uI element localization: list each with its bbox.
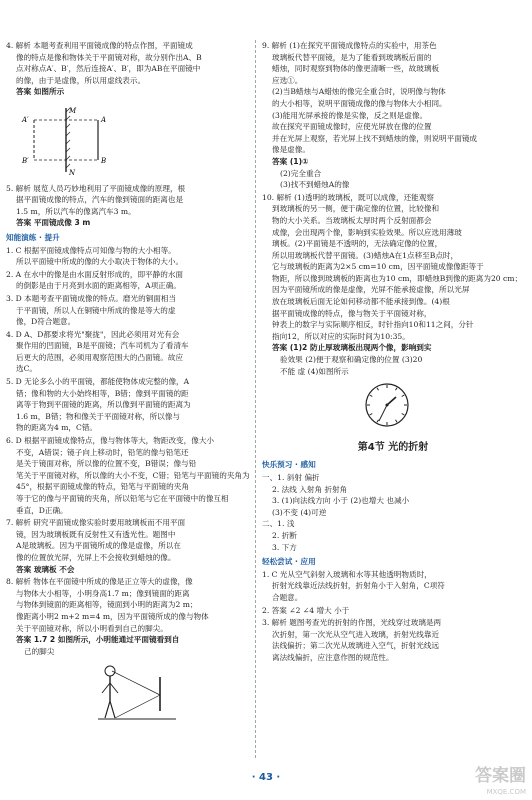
text-line: 2. 法线 入射角 折射角 — [272, 484, 348, 494]
text-line: 不变，A错误；镜子向上移动时，铅笔的像与铅笔还 — [16, 447, 189, 457]
practice-8 — [6, 576, 250, 657]
text-line: 4. D A、D都要求将光"聚拢"，因此必须用对光有会 — [6, 329, 180, 339]
answer-line: 答案 平面镜成像 3 m — [16, 218, 91, 228]
text-line: 因为平面镜所成的像是虚像，光屏不能承接虚像，所以光屏 — [272, 285, 470, 295]
practice-5 — [6, 376, 250, 434]
text-line: 离等于物到平面镜的距离，所以像到平面镜的距离为 — [16, 400, 191, 410]
label-n: N — [69, 168, 76, 176]
practice-7 — [6, 517, 250, 575]
text-line: 3. 解析 题图考查光的折射的作图，光线穿过玻璃是两 — [262, 618, 442, 628]
text-line: 3. 下方 — [272, 542, 297, 552]
text-line: 与物体大小相等，小明身高1.7 m；像到镜面的距离 — [16, 588, 190, 598]
mirror-reflection-figure — [6, 102, 126, 176]
text-line: 像距离小明2 m+2 m=4 m，因为平面镜所成的像与物体 — [16, 611, 209, 621]
practice-6 — [6, 435, 250, 516]
text-line: 2. 答案 ∠2 ∠4 增大 小于 — [262, 605, 350, 615]
text-line: 应选①。 — [272, 75, 303, 85]
label-b-prime: B′ — [22, 156, 29, 165]
text-line: (3)不变 (4)可逆 — [272, 507, 327, 517]
practice-2 — [6, 269, 250, 292]
text-line: 的像，由于是虚像，所以用虚线表示。 — [16, 75, 146, 85]
text-line: 是关于镜面对称，所以像的位置不变，B错误；像与铅 — [16, 459, 197, 469]
text-line: 二、1. 浅 — [262, 519, 295, 529]
answer-line: 答案 1.7 2 如图所示，小明能通过平面镜看到自 — [16, 635, 180, 645]
watermark-logo — [475, 768, 526, 800]
page-number: · 43 · — [251, 772, 281, 783]
text-line: 3. D 本题考查平面镜成像的特点。磨光的铜面相当 — [6, 293, 177, 303]
left-column — [6, 40, 250, 732]
text-line: (3)能用光屏承接的像是实像，反之则是虚像。 — [272, 110, 428, 120]
practice-1 — [6, 245, 250, 268]
clock-figure — [357, 381, 417, 429]
text-line: 像，D符合题意。 — [16, 317, 76, 327]
hour-hand — [387, 397, 396, 405]
text-line: 像是虚像。 — [272, 145, 310, 155]
sight-ray — [112, 671, 160, 695]
text-line: 3. (1)向法线方向 小于 (2)也增大 也减小 — [272, 496, 410, 506]
text-line: 物距，所以像到玻璃板的距离也为10 cm，即蜡烛B到像的距离为20 cm； — [272, 273, 523, 283]
text-line: 后更大的范围，必须用观察范围大的凸面镜。故应 — [16, 352, 184, 362]
text-line: 1.5 m，所以汽车的像离汽车3 m。 — [16, 206, 136, 216]
text-line: 到玻璃板的另一侧，便于确定像的位置，比较像和 — [272, 204, 440, 214]
text-line: 笔关于平面镜对称，所以像的大小不变，C错；铅笔与平面镜的夹角为 — [16, 470, 250, 480]
try-1 — [262, 569, 524, 604]
text-line: 己的脚尖 — [24, 646, 55, 656]
section-title: 第4节 光的折射 — [357, 441, 429, 453]
answer-5 — [6, 183, 250, 229]
answer-line: 答案 (1)2 防止厚玻璃板出现两个像，影响到实 — [272, 343, 432, 353]
text-line: 故在探究平面镜成像时，应使光屏放在像的位置 — [272, 122, 432, 132]
text-line: 聚作用的凹面镜，B是平面镜；汽车司机为了看清车 — [16, 341, 189, 351]
text-line: 验效果 (2)便于观察和确定像的位置 (3)20 — [280, 355, 423, 365]
text-line: 据平面镜成像的特点，汽车的像到镜面的距离也是 — [16, 195, 184, 205]
text-line: 关于平面镜对称，所以小明看到自己的脚尖。 — [16, 623, 168, 633]
section-label-zhineng: 知能演练 · 提升 — [6, 232, 60, 242]
text-line: 5. 解析 展览人员巧妙地利用了平面镜成像的原理，根 — [6, 183, 186, 193]
label-b: B — [101, 156, 107, 165]
practice-4 — [6, 329, 250, 375]
answer-line: 答案 玻璃板 不会 — [16, 564, 75, 574]
text-line: 像的位置放光屏，光屏上不会接收到蜡烛的像。 — [16, 552, 176, 562]
text-line: 次折射，第一次光从空气进入玻璃，折射光线靠近 — [272, 629, 440, 639]
label-m: M — [69, 106, 77, 115]
text-line: 它与玻璃板的距离为2×5 cm=10 cm，因平面镜成像像距等于 — [272, 262, 484, 272]
text-line: 垂直，D正确。 — [16, 505, 68, 515]
text-line: 不能 虚 (4)如图所示 — [280, 366, 349, 376]
text-line: 合题意。 — [272, 592, 303, 602]
answer-line: 答案 (1)① — [272, 156, 309, 166]
text-line: 的倒影是由于月亮到水面的距离相等，A项正确。 — [16, 281, 181, 291]
text-line: (2)当B蜡烛与A蜡烛的像完全重合时，说明像与物体 — [272, 87, 446, 97]
text-line: 玻璃板代替平面镜，是为了能看到玻璃板后面的 — [272, 52, 432, 62]
text-line: (3)找不到蜡烛A的像 — [280, 180, 350, 190]
text-line: 7. 解析 研究平面镜成像实验时要用玻璃板而不用平面 — [6, 518, 186, 528]
text-line: 8. 解析 物体在平面镜中所成的像是正立等大的虚像，像 — [6, 577, 193, 587]
text-line: (2)完全重合 — [280, 168, 322, 178]
text-line: 6. D 根据平面镜成像特点，像与物体等大，物距改变，像大小 — [6, 436, 215, 446]
text-line: 4. 解析 本题考查利用平面镜成像的特点作图，平面镜成 — [6, 41, 193, 50]
text-line: A是玻璃板。因为平面镜所成的像是虚像，所以在 — [16, 541, 181, 551]
text-line: 折射光线靠近法线折射，折射角小于入射角，C项符 — [272, 581, 445, 591]
answer-line: 答案 如图所示 — [16, 87, 65, 97]
answer-10 — [262, 192, 524, 378]
watermark-url: MXQE.COM — [486, 788, 526, 796]
section-label-qingsong: 轻松尝试 · 应用 — [262, 557, 316, 567]
text-line: 物的距离为4 m，C错。 — [16, 423, 98, 433]
label-a-prime: A′ — [22, 115, 29, 124]
practice-3 — [6, 293, 250, 328]
text-line: 所以用玻璃板代替平面镜。(3)蜡烛A在1点移至B点时， — [272, 250, 459, 260]
text-line: 1.6 m，B错；物和像关于平面镜对称，所以像与 — [16, 411, 180, 421]
text-line: 并在光屏上观察，若光屏上找不到蜡烛的像，则说明平面镜成 — [272, 133, 478, 143]
minute-hand — [379, 405, 387, 421]
person-head — [105, 666, 115, 676]
reflected-ray — [115, 695, 160, 718]
text-line: 与物体到镜面的距离相等，镜面到小明的距离为2 m； — [16, 600, 198, 610]
section-label-kuaile: 快乐预习 · 感知 — [262, 460, 316, 470]
text-line: 1. C 光从空气斜射入玻璃和水等其他透明物质时， — [262, 569, 432, 579]
text-line: 一、1. 斜射 偏折 — [262, 473, 320, 482]
text-line: 法线偏折；第二次光从玻璃进入空气，折射光线远 — [272, 641, 440, 651]
preview-answers — [262, 472, 524, 553]
text-line: 9. 解析 (1)在探究平面镜成像特点的实验中，用茶色 — [262, 41, 437, 50]
column-divider — [255, 40, 256, 758]
text-line: 钟表上的数字与实际顺序相反，时针指向10和11之间，分针 — [272, 320, 474, 330]
text-line: 指向12，所以对应的实际时间为10:35。 — [272, 331, 410, 341]
text-line: 选C。 — [16, 364, 37, 374]
watermark-text: 答案圈 — [475, 766, 526, 786]
text-line: 像的特点是像和物体关于平面镜对称，故分别作出A、B — [16, 52, 202, 62]
text-line: 物的大小关系。当玻璃板太厚时两个反射面都会 — [272, 215, 432, 225]
text-line: 成像，会出现两个像，影响到实验效果。所以应选用薄玻 — [272, 227, 462, 237]
text-line: 离法线偏折，应注意作图的规范性。 — [272, 652, 394, 662]
label-a: A — [101, 115, 107, 124]
text-line: 点对称点A′、B′，然后连接A′、B′，即为AB在平面镜中 — [16, 64, 201, 74]
text-line: 镜，因为玻璃板既有反射性又有透光性。题图中 — [16, 529, 176, 539]
text-line: 据平面镜成像的特点，像与物关于平面镜对称， — [272, 308, 432, 318]
right-column — [262, 40, 524, 665]
text-line: 的大小相等，说明平面镜成像的像与物体大小相同。 — [272, 98, 447, 108]
text-line: 所以平面镜中所成的像的大小取决于物体的大小。 — [16, 257, 184, 267]
text-line: 璃板。(2)平面镜是不透明的，无法确定像的位置， — [272, 239, 443, 249]
text-line: 于平面镜，所以人在铜镜中所成的像是等大的虚 — [16, 305, 176, 315]
answer-9 — [262, 40, 524, 191]
text-line: 45°，根据平面镜成像的特点，铅笔与平面镜的夹角 — [16, 482, 189, 492]
text-line: 放在玻璃板后面无论如何移动都不能承接到像。(4)根 — [272, 297, 450, 307]
text-line: 2. A 在水中的像是由水面反射形成的，即平静的水面 — [6, 269, 184, 279]
try-3 — [262, 617, 524, 663]
text-line: 蜡烛，同时观察到物体的像更清晰一些，故玻璃板 — [272, 64, 440, 74]
text-line: 5. D 无论多么小的平面镜，都能使物体成完整的像，A — [6, 377, 190, 387]
text-line: 等于它的像与平面镜的夹角，所以铅笔与它在平面镜中的像互相 — [16, 494, 229, 503]
person-mirror-figure — [90, 661, 180, 725]
text-line: 错；像和物的大小始终相等，B错；像到平面镜的距 — [16, 388, 189, 398]
text-line: 10. 解析 (1)透明的玻璃板，既可以成像，还能观察 — [262, 192, 434, 202]
try-2 — [262, 605, 524, 617]
answer-4 — [6, 40, 250, 98]
text-line: 2. 折断 — [272, 530, 297, 540]
text-line: 1. C 根据平面镜成像特点可知像与物的大小相等。 — [6, 245, 176, 255]
